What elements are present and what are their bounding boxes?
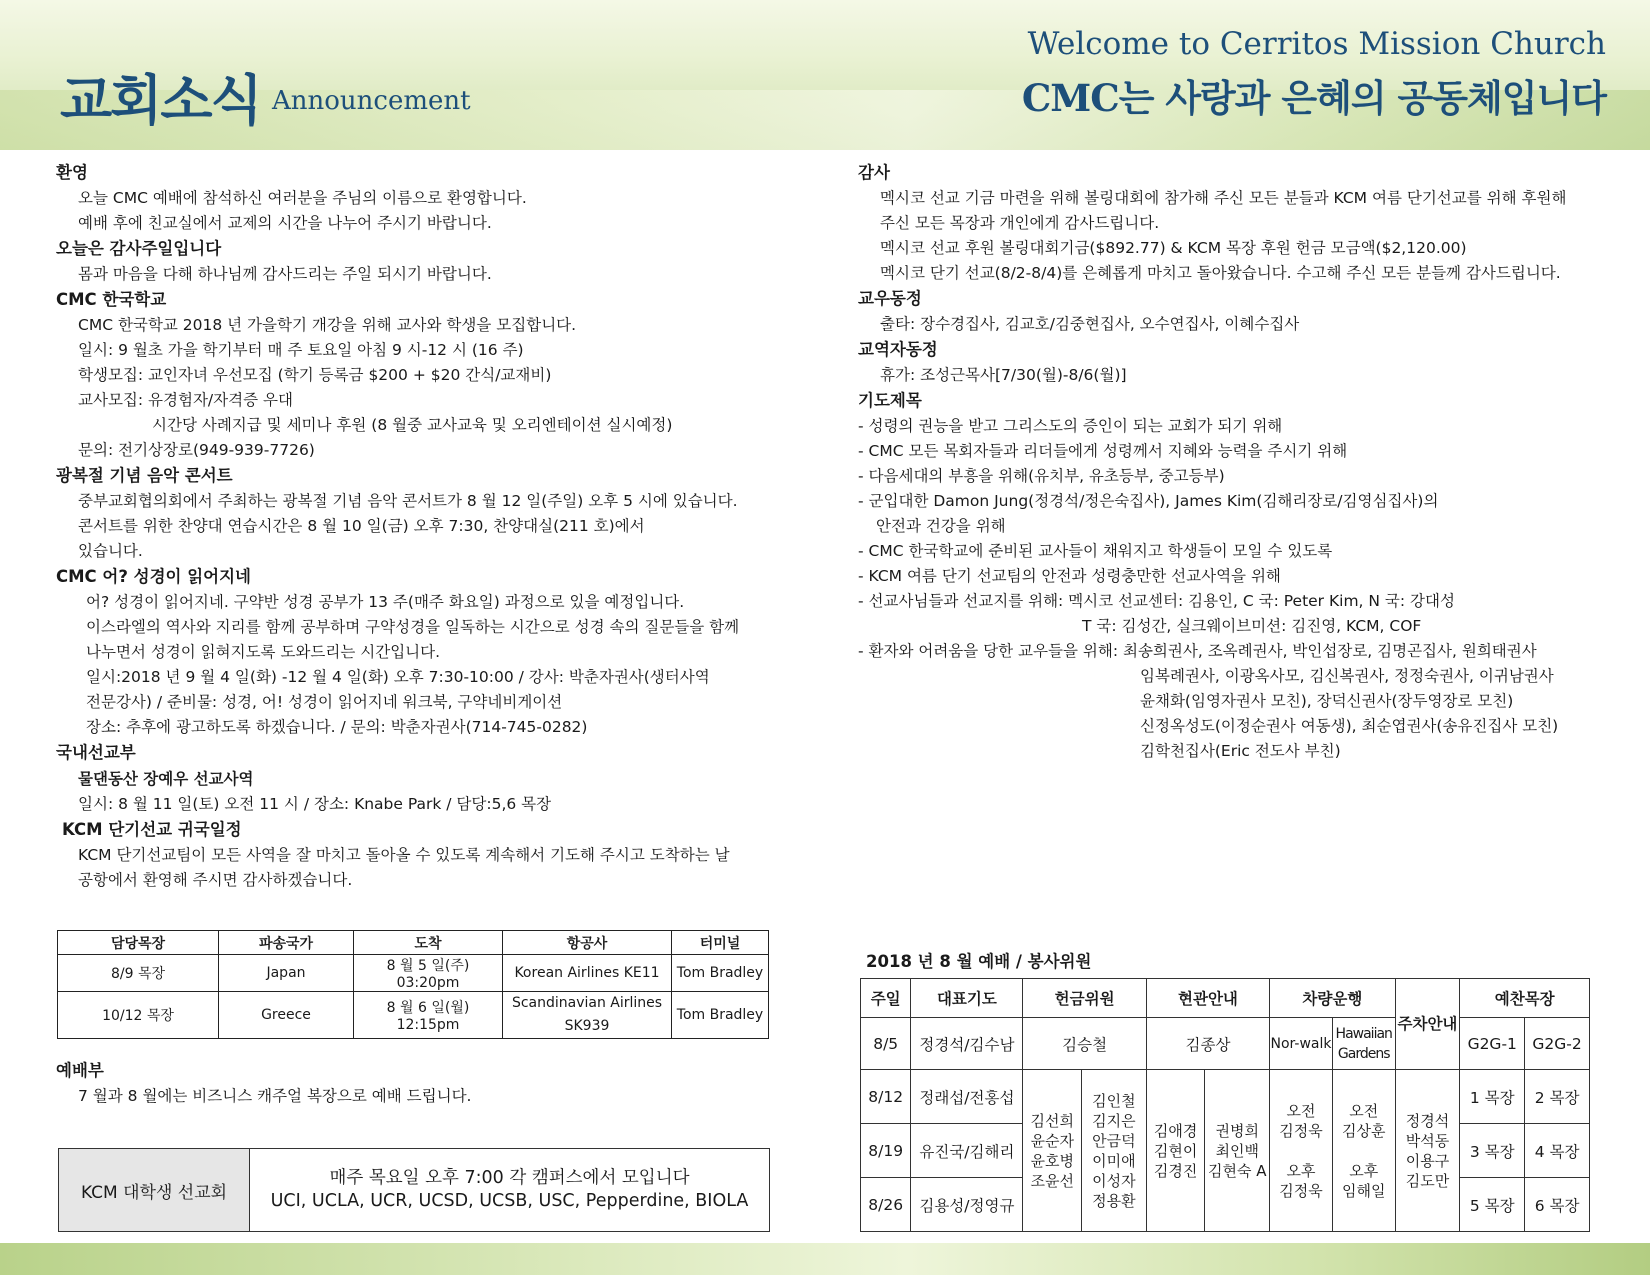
text-line: 오늘 CMC 예배에 참석하신 여러분을 주님의 이름으로 환영합니다. (78, 189, 527, 207)
prayer-patients-row (858, 639, 1608, 664)
text-line: 일시: 8 월 11 일(토) 오전 11 시 / 장소: Knabe Park / 담당:5,6 목장 (78, 795, 552, 813)
text-line: 출타: 장수경집사, 김교호/김중현집사, 오수연집사, 이혜수집사 (880, 315, 1300, 333)
table-cell: 8 월 6 일(월) 12:15pm (354, 992, 503, 1039)
table-cell: 1 목장 (1460, 1070, 1525, 1124)
prayer-label: - 환자와 어려움을 당한 교우들을 위해: (858, 642, 1123, 660)
text-line: 있습니다. (78, 542, 143, 560)
kcm-label: KCM 대학생 선교회 (59, 1149, 250, 1231)
table-cell: 10/12 목장 (58, 992, 219, 1039)
text-line: 교사모집: 유경험자/자격증 우대 (78, 391, 293, 409)
table-cell: Japan (219, 955, 354, 992)
table-header: 대표기도 (911, 979, 1023, 1018)
table-cell: 권병희 최인백 김현숙 A (1205, 1070, 1270, 1232)
kcm-campuses: UCI, UCLA, UCR, UCSD, UCSB, USC, Pepperdine, BIOLA (270, 1191, 749, 1211)
text-line: 콘서트를 위한 찬양대 연습시간은 8 월 10 일(금) 오후 7:30, 찬양대실(211 호)에서 (78, 517, 645, 535)
service-table-title: 2018 년 8 월 예배 / 봉사위원 (866, 952, 1092, 971)
table-header: 도착 (354, 931, 503, 955)
prayer-item-continued: 안전과 건강을 위해 (876, 517, 1006, 535)
table-cell: 3 목장 (1460, 1124, 1525, 1178)
table-header: 담당목장 (58, 931, 219, 955)
table-header: 주일 (861, 979, 911, 1018)
text-line: 휴가: 조성근목사[7/30(월)-8/6(월)] (880, 366, 1127, 384)
return-schedule-table (57, 930, 769, 1039)
right-column (858, 160, 1608, 764)
table-header: 예찬목장 (1460, 979, 1590, 1018)
prayer-missionary-row (858, 614, 1608, 639)
section-title: 교역자동정 (858, 340, 938, 359)
text-line: 멕시코 선교 기금 마련을 위해 볼링대회에 참가해 주신 모든 분들과 KCM 여름 단기선교를 위해 후원해 (880, 189, 1567, 207)
table-cell: 김승철 (1023, 1018, 1146, 1070)
worship-section (56, 1058, 776, 1109)
prayer-text: 최송희권사, 조옥례권사, 박인섭장로, 김명곤집사, 원희태권사 (1122, 642, 1537, 660)
text-line: 공항에서 환영해 주시면 감사하겠습니다. (78, 871, 353, 889)
prayer-label: - 선교사님들과 선교지를 위해: (858, 592, 1069, 610)
page-title: 교회소식 (60, 68, 261, 132)
table-cell: 2 목장 (1525, 1070, 1590, 1124)
table-row (861, 1018, 1590, 1070)
table-header-row (58, 931, 769, 955)
footer-banner (0, 1243, 1650, 1275)
table-header-row (861, 979, 1590, 1018)
prayer-text: 신정옥성도(이정순권사 여동생), 최순엽권사(송유진집사 모친) (1140, 717, 1559, 735)
table-cell: 김선희 윤순자 윤호병 조윤선 (1023, 1070, 1082, 1232)
table-header: 주차안내 (1395, 979, 1460, 1070)
table-cell: G2G-1 (1460, 1018, 1525, 1070)
left-column (56, 160, 776, 893)
table-cell: 4 목장 (1525, 1124, 1590, 1178)
table-cell: 8/26 (861, 1178, 911, 1232)
kcm-info-box (58, 1148, 770, 1232)
table-header: 차량운행 (1270, 979, 1395, 1018)
table-cell: Greece (219, 992, 354, 1039)
table-row (58, 992, 769, 1039)
table-cell: 유진국/김해리 (911, 1124, 1023, 1178)
prayer-text: T 국: 김성간, 실크웨이브미션: 김진영, KCM, COF (1082, 617, 1422, 635)
table-header: 항공사 (503, 931, 672, 955)
prayer-item: - CMC 한국학교에 준비된 교사들이 채워지고 학생들이 모일 수 있도록 (858, 542, 1333, 560)
section-title: 광복절 기념 음악 콘서트 (56, 466, 233, 485)
prayer-text: 멕시코 선교센터: 김용인, C 국: Peter Kim, N 국: 강대성 (1068, 592, 1455, 610)
service-schedule-table (860, 978, 1590, 1232)
kcm-schedule: 매주 목요일 오후 7:00 각 캠퍼스에서 모입니다 (329, 1168, 690, 1188)
table-cell: 8/9 목장 (58, 955, 219, 992)
prayer-missionary-row (858, 589, 1608, 614)
text-line: 멕시코 단기 선교(8/2-8/4)를 은혜롭게 마치고 돌아왔습니다. 수고해 주신 모든 분들께 감사드립니다. (880, 264, 1561, 282)
table-header: 파송국가 (219, 931, 354, 955)
section-title: 예배부 (56, 1061, 104, 1080)
table-cell: Tom Bradley (672, 992, 769, 1039)
table-cell: 오전 김상훈 오후 임해일 (1332, 1070, 1395, 1232)
text-line: 멕시코 선교 후원 볼링대회기금($892.77) & KCM 목장 후원 헌금 모금액($2,120.00) (880, 239, 1467, 257)
text-line: 중부교회협의회에서 주최하는 광복절 기념 음악 콘서트가 8 월 12 일(주일) 오후 5 시에 있습니다. (78, 492, 738, 510)
text-line: 시간당 사례지급 및 세미나 후원 (8 월중 교사교육 및 오리엔테이션 실시예정) (152, 416, 673, 434)
prayer-item: - CMC 모든 목회자들과 리더들에게 성령께서 지혜와 능력을 주시기 위해 (858, 442, 1348, 460)
table-cell: 6 목장 (1525, 1178, 1590, 1232)
table-cell: 오전 김정욱 오후 김정욱 (1270, 1070, 1333, 1232)
table-cell: 8 월 5 일(주) 03:20pm (354, 955, 503, 992)
table-header: 현관안내 (1146, 979, 1269, 1018)
section-title: CMC 한국학교 (56, 290, 167, 309)
table-cell: 김종상 (1146, 1018, 1269, 1070)
section-title: 오늘은 감사주일입니다 (56, 239, 222, 258)
page-subtitle: Announcement (272, 86, 471, 116)
text-line: 주신 모든 목장과 개인에게 감사드립니다. (880, 214, 1160, 232)
section-title: 환영 (56, 163, 88, 182)
section-title: 국내선교부 (56, 743, 136, 762)
table-cell: 5 목장 (1460, 1178, 1525, 1232)
prayer-item: - 군입대한 Damon Jung(정경석/정은숙집사), James Kim(김해리장로/김영심집사)의 (858, 492, 1439, 510)
table-cell: Hawaiian Gardens (1332, 1018, 1395, 1070)
section-title: 기도제목 (858, 391, 922, 410)
table-cell: Scandinavian Airlines SK939 (503, 992, 672, 1039)
table-row (861, 1070, 1590, 1124)
prayer-item: - KCM 여름 단기 선교팀의 안전과 성령충만한 선교사역을 위해 (858, 567, 1281, 585)
section-title: 교우동정 (858, 289, 922, 308)
section-title: KCM 단기선교 귀국일정 (62, 820, 242, 839)
table-cell: 8/12 (861, 1070, 911, 1124)
kcm-details (250, 1149, 769, 1231)
text-line: 일시:2018 년 9 월 4 일(화) -12 월 4 일(화) 오후 7:30-10:00 / 강사: 박춘자권사(생터사역 (86, 668, 710, 686)
table-header: 헌금위원 (1023, 979, 1146, 1018)
prayer-text: 임복례권사, 이광옥사모, 김신복권사, 정정숙권사, 이귀남권사 (1140, 667, 1554, 685)
text-line: 일시: 9 월초 가을 학기부터 매 주 토요일 아침 9 시-12 시 (16 주) (78, 341, 524, 359)
text-line: 전문강사) / 준비물: 성경, 어! 성경이 읽어지네 워크북, 구약네비게이션 (86, 693, 563, 711)
table-row (58, 955, 769, 992)
welcome-text: Welcome to Cerritos Mission Church (1027, 26, 1606, 62)
table-cell: Nor-walk (1270, 1018, 1333, 1070)
prayer-text: 김학천집사(Eric 전도사 부친) (1140, 742, 1341, 760)
table-cell: 8/5 (861, 1018, 911, 1070)
text-line: CMC 한국학교 2018 년 가을학기 개강을 위해 교사와 학생을 모집합니다. (78, 316, 577, 334)
table-cell: 김애경 김현이 김경진 (1146, 1070, 1205, 1232)
table-cell: 정래섭/전홍섭 (911, 1070, 1023, 1124)
text-line: 장소: 추후에 광고하도록 하겠습니다. / 문의: 박춘자권사(714-745-0282) (86, 718, 588, 736)
text-line: KCM 단기선교팀이 모든 사역을 잘 마치고 돌아올 수 있도록 계속해서 기도해 주시고 도착하는 날 (78, 846, 730, 864)
table-cell: 정경석 박석동 이용구 김도만 (1395, 1070, 1460, 1232)
table-cell: 8/19 (861, 1124, 911, 1178)
section-title: 감사 (858, 163, 890, 182)
table-cell: Tom Bradley (672, 955, 769, 992)
text-line: 나누면서 성경이 읽혀지도록 도와드리는 시간입니다. (86, 643, 441, 661)
text-line: 어? 성경이 읽어지네. 구약반 성경 공부가 13 주(매주 화요일) 과정으로 있을 예정입니다. (86, 593, 685, 611)
table-cell: 정경석/김수남 (911, 1018, 1023, 1070)
prayer-item: - 성령의 권능을 받고 그리스도의 증인이 되는 교회가 되기 위해 (858, 417, 1283, 435)
table-header: 터미널 (672, 931, 769, 955)
section-title: CMC 어? 성경이 읽어지네 (56, 567, 251, 586)
text-line: 문의: 전기상장로(949-939-7726) (78, 441, 315, 459)
tagline: CMC는 사랑과 은혜의 공동체입니다 (1021, 76, 1606, 120)
text-line: 7 월과 8 월에는 비즈니스 캐주얼 복장으로 예배 드립니다. (78, 1087, 472, 1105)
text-line: 이스라엘의 역사와 지리를 함께 공부하며 구약성경을 일독하는 시간으로 성경 속의 질문들을 함께 (86, 618, 740, 636)
prayer-item: - 다음세대의 부흥을 위해(유치부, 유초등부, 중고등부) (858, 467, 1225, 485)
table-cell: 김용성/정영규 (911, 1178, 1023, 1232)
text-line: 예배 후에 친교실에서 교제의 시간을 나누어 주시기 바랍니다. (78, 214, 492, 232)
table-cell: Korean Airlines KE11 (503, 955, 672, 992)
table-cell: 김인철 김지은 안금덕 이미애 이성자 정용환 (1082, 1070, 1147, 1232)
table-cell: G2G-2 (1525, 1018, 1590, 1070)
text-line: 몸과 마음을 다해 하나님께 감사드리는 주일 되시기 바랍니다. (78, 265, 492, 283)
prayer-text: 윤채화(임영자권사 모친), 장덕신권사(장두영장로 모친) (1140, 692, 1514, 710)
subsection-title: 물댄동산 장예우 선교사역 (78, 770, 254, 788)
text-line: 학생모집: 교인자녀 우선모집 (학기 등록금 $200 + $20 간식/교재비) (78, 366, 552, 384)
